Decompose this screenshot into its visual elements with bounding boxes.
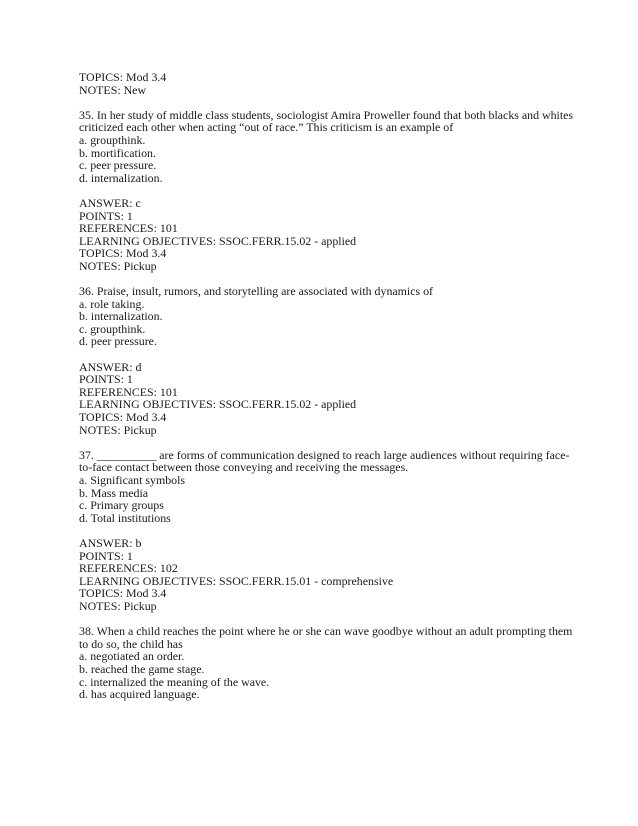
answer-option-b: b. internalization. — [79, 309, 163, 324]
question-35 — [79, 109, 579, 273]
answer-option-c: c. internalized the meaning of the wave. — [79, 674, 270, 689]
topics-line: TOPICS: Mod 3.4 — [79, 70, 167, 84]
points-line: POINTS: 1 — [79, 208, 133, 223]
points-line: POINTS: 1 — [79, 372, 133, 387]
question-stem-line: 36. Praise, insult, rumors, and storytelling are associated with dynamics of — [79, 284, 434, 299]
document-page — [79, 71, 579, 701]
header-meta — [79, 71, 579, 96]
answer-option-d: d. has acquired language. — [79, 687, 200, 702]
question-36 — [79, 285, 579, 436]
topics-line: TOPICS: Mod 3.4 — [79, 246, 167, 261]
spacer — [79, 524, 579, 537]
question-stem-line: to-face contact between those conveying and receiving the messages. — [79, 460, 409, 475]
learning-objectives-line: LEARNING OBJECTIVES: SSOC.FERR.15.02 - applied — [79, 397, 357, 412]
answer-option-c: c. Primary groups — [79, 498, 164, 513]
points-line: POINTS: 1 — [79, 548, 133, 563]
references-line: REFERENCES: 101 — [79, 384, 178, 399]
question-stem-line: 38. When a child reaches the point where he or she can wave goodbye without an adult prompting them — [79, 624, 573, 639]
answer-line: ANSWER: c — [79, 195, 141, 210]
spacer — [79, 348, 579, 361]
notes-line: NOTES: Pickup — [79, 422, 157, 437]
topics-line: TOPICS: Mod 3.4 — [79, 586, 167, 601]
answer-option-a: a. Significant symbols — [79, 473, 186, 487]
answer-line: ANSWER: d — [79, 359, 142, 374]
answer-option-a: a. groupthink. — [79, 132, 146, 147]
topics-line: TOPICS: Mod 3.4 — [79, 410, 167, 425]
question-stem-line: criticized each other when acting “out of race.” This criticism is an example of — [79, 120, 454, 135]
question-stem-line: 35. In her study of middle class students, sociologist Amira Proweller found that both blacks and whites — [79, 107, 574, 122]
learning-objectives-line: LEARNING OBJECTIVES: SSOC.FERR.15.02 - applied — [79, 233, 357, 248]
spacer — [79, 436, 579, 449]
spacer — [79, 184, 579, 197]
answer-option-a: a. negotiated an order. — [79, 649, 185, 664]
answer-option-d: d. internalization. — [79, 170, 163, 185]
notes-line: NOTES: Pickup — [79, 598, 157, 613]
answer-option-d: d. peer pressure. — [79, 334, 157, 349]
answer-option-b: b. mortification. — [79, 145, 156, 160]
answer-option-c: c. groupthink. — [79, 321, 146, 336]
answer-option-c: c. peer pressure. — [79, 158, 157, 173]
references-line: REFERENCES: 101 — [79, 221, 178, 236]
notes-line: NOTES: Pickup — [79, 258, 157, 273]
references-line: REFERENCES: 102 — [79, 561, 178, 576]
notes-line: NOTES: New — [79, 82, 147, 97]
learning-objectives-line: LEARNING OBJECTIVES: SSOC.FERR.15.01 - comprehensive — [79, 573, 394, 588]
spacer — [79, 96, 579, 109]
question-38 — [79, 625, 579, 701]
answer-line: ANSWER: b — [79, 535, 142, 550]
answer-option-d: d. Total institutions — [79, 510, 171, 525]
answer-option-b: b. Mass media — [79, 485, 149, 500]
answer-option-b: b. reached the game stage. — [79, 661, 205, 676]
question-37 — [79, 449, 579, 613]
question-stem-line: 37. __________ are forms of communication designed to reach large audiences without requiring face- — [79, 447, 570, 462]
answer-option-a: a. role taking. — [79, 296, 145, 311]
question-stem-line: to do so, the child has — [79, 636, 183, 651]
